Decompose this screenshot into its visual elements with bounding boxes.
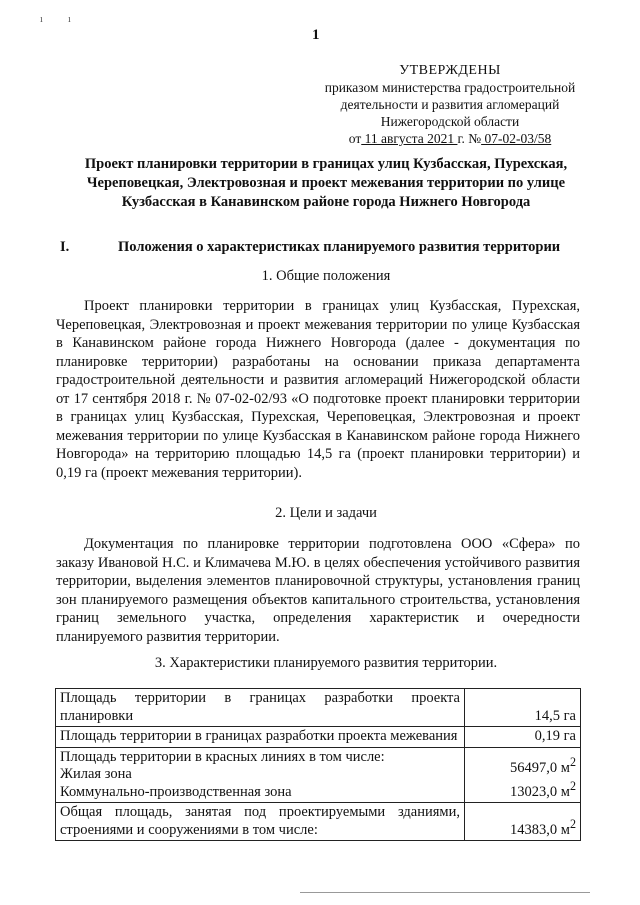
characteristics-table [55, 688, 581, 841]
approval-date: 11 августа 2021 [361, 131, 458, 146]
approval-line: Нижегородской области [380, 114, 520, 129]
row-sublabel: Жилая зона [60, 766, 132, 782]
table-cell-value [465, 747, 581, 803]
value-communal: 13023,0 м [510, 783, 570, 800]
scan-edge-line [300, 892, 590, 893]
table-cell-value: 14,5 га [465, 689, 581, 727]
approval-heading: УТВЕРЖДЕНЫ [399, 63, 501, 78]
scan-mark: ı [68, 14, 71, 25]
section-number: I. [60, 239, 70, 255]
subsection-heading-1: 1. Общие положения [261, 268, 391, 284]
approval-block [300, 62, 600, 147]
row-sublabel: Коммунально-производственная зона [60, 783, 292, 800]
paragraph-general-provisions: Проект планировки территории в границах улиц Кузбасская, Пурехская, Череповецкая, Электровозная и проект межевания территории по улице Кузбасская в Канавинском районе города Нижнего Новгорода (далее - документация по планировке территории) разработаны на основании приказа департамента градостроительной деятельности и развития агломераций Нижегородской области от 17 сентября 2018 г. № 07-02-02/93 «О подготовке проект планировки территории в границах улиц Кузбасская, Пурехская, Череповецкая, Электровозная и проект межевания территории по улице Кузбасская в Канавинском районе города Нижнего Новгорода» на территорию площадью 14,5 га (проект планировки территории) и 0,19 га (проект межевания территории). [56, 298, 580, 481]
approval-line: приказом министерства градостроительной [324, 80, 576, 95]
table-cell-value [465, 803, 581, 841]
row-heading: Площадь территории в красных линиях в том числе: [60, 748, 385, 765]
table-row [56, 689, 581, 727]
table-cell-label [56, 747, 465, 803]
section-title: Положения о характеристиках планируемого развития территории [118, 239, 561, 255]
value-residential: 56497,0 м [510, 760, 570, 777]
table-cell-label: Площадь территории в границах разработки проекта межевания [56, 727, 465, 748]
value-buildings: 14383,0 м [510, 821, 570, 838]
unit-superscript: 2 [569, 778, 576, 793]
date-mid: г. № [457, 131, 482, 146]
unit-superscript: 2 [569, 755, 576, 770]
table-cell-label: Общая площадь, занятая под проектируемыми зданиями, строениями и сооружениями в том числе: [56, 803, 465, 841]
table-row [56, 747, 581, 803]
page-number: 1 [312, 27, 320, 43]
table-cell-value: 0,19 га [465, 727, 581, 748]
paragraph-goals: Документация по планировке территории подготовлена ООО «Сфера» по заказу Ивановой Н.С. и Климачева М.Ю. в целях обеспечения устойчивого развития территории, выделения элементов планировочной структуры, установления границ зон планируемого размещения объектов капитального строительства, установления границ земельного участка, определения характеристик и очередности планируемого развития территории. [56, 536, 580, 645]
subsection-heading-2: 2. Цели и задачи [275, 505, 377, 521]
table-row [56, 803, 581, 841]
approval-date-line [300, 130, 600, 147]
subsection-heading-3: 3. Характеристики планируемого развития территории. [154, 655, 498, 671]
unit-superscript: 2 [569, 816, 576, 831]
table-row [56, 727, 581, 748]
order-number: 07-02-03/58 [481, 131, 552, 146]
approval-line: деятельности и развития агломераций [340, 97, 560, 112]
scan-mark: ı [40, 14, 43, 25]
document-title: Проект планировки территории в границах улиц Кузбасская, Пурехская, Череповецкая, Электровозная и проект межевания территории по улице Кузбасская в Канавинском районе города Нижнего Новгорода [84, 156, 568, 210]
table-cell-label: Площадь территории в границах разработки проекта планировки [56, 689, 465, 727]
date-prefix: от [348, 131, 362, 146]
